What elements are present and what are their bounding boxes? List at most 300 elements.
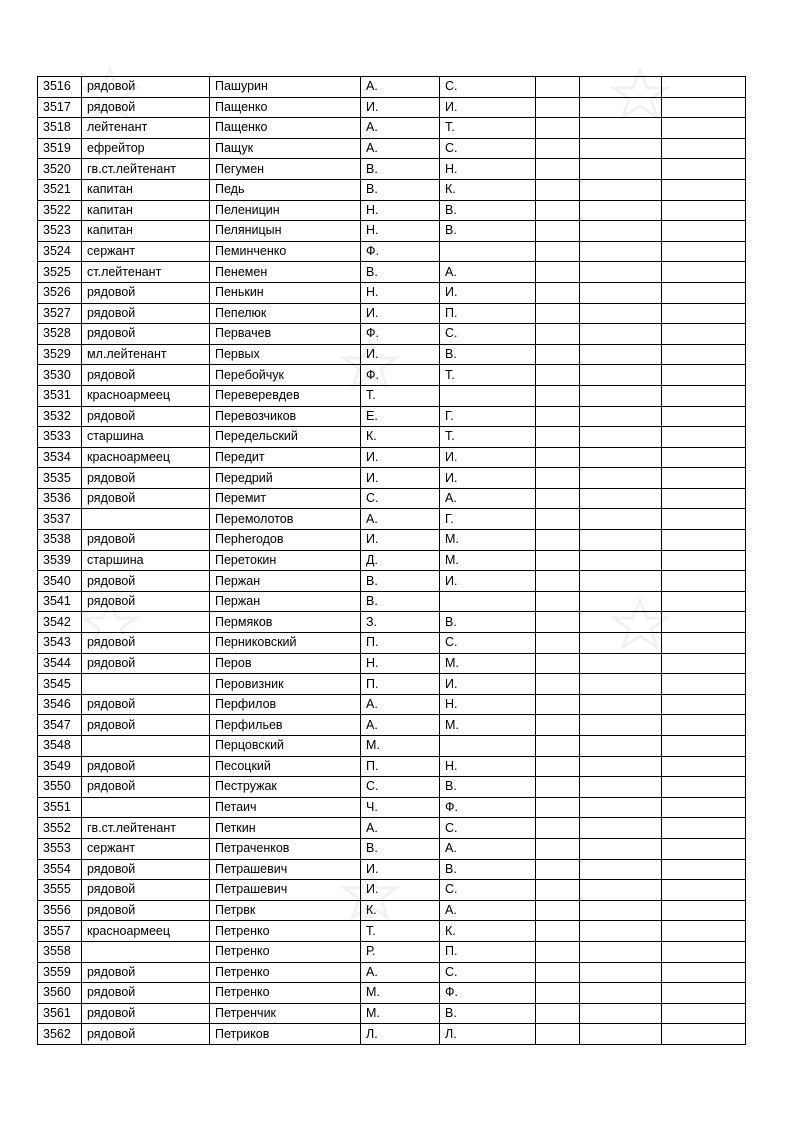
table-row [38, 262, 746, 283]
table-row [38, 880, 746, 901]
surname-cell: Петренко [210, 941, 361, 962]
empty-cell [662, 571, 746, 592]
surname-cell: Пащук [210, 138, 361, 159]
surname-cell: Петаич [210, 797, 361, 818]
empty-cell [662, 262, 746, 283]
patronymic-initial-cell: С. [440, 77, 536, 98]
rank-cell [82, 736, 210, 757]
record-number: 3524 [38, 241, 82, 262]
table-row [38, 633, 746, 654]
surname-cell: Перемит [210, 488, 361, 509]
first-initial-cell: С. [361, 488, 440, 509]
first-initial-cell: М. [361, 736, 440, 757]
table-row [38, 736, 746, 757]
surname-cell: Петрашевич [210, 880, 361, 901]
patronymic-initial-cell: М. [440, 715, 536, 736]
empty-cell [580, 221, 662, 242]
empty-cell [662, 118, 746, 139]
surname-cell: Пеляницын [210, 221, 361, 242]
empty-cell [580, 962, 662, 983]
empty-cell [536, 571, 580, 592]
empty-cell [662, 962, 746, 983]
table-row [38, 159, 746, 180]
rank-cell: рядовой [82, 777, 210, 798]
empty-cell [536, 1024, 580, 1045]
table-row [38, 344, 746, 365]
surname-cell: Перов [210, 653, 361, 674]
rank-cell: капитан [82, 221, 210, 242]
empty-cell [536, 221, 580, 242]
empty-cell [662, 1024, 746, 1045]
empty-cell [662, 241, 746, 262]
record-number: 3547 [38, 715, 82, 736]
empty-cell [536, 77, 580, 98]
table-row [38, 1003, 746, 1024]
empty-cell [580, 303, 662, 324]
first-initial-cell: Ф. [361, 365, 440, 386]
table-row [38, 756, 746, 777]
empty-cell [536, 509, 580, 530]
empty-cell [580, 1024, 662, 1045]
table-row [38, 509, 746, 530]
surname-cell: Перовизник [210, 674, 361, 695]
record-number: 3543 [38, 633, 82, 654]
rank-cell: рядовой [82, 983, 210, 1004]
empty-cell [536, 282, 580, 303]
empty-cell [662, 179, 746, 200]
record-number: 3556 [38, 900, 82, 921]
patronymic-initial-cell: Н. [440, 159, 536, 180]
rank-cell [82, 612, 210, 633]
empty-cell [580, 941, 662, 962]
rank-cell: рядовой [82, 633, 210, 654]
first-initial-cell: А. [361, 818, 440, 839]
empty-cell [536, 818, 580, 839]
surname-cell: Перебойчук [210, 365, 361, 386]
surname-cell: Перфильев [210, 715, 361, 736]
empty-cell [536, 200, 580, 221]
patronymic-initial-cell: Г. [440, 509, 536, 530]
patronymic-initial-cell: С. [440, 962, 536, 983]
empty-cell [536, 694, 580, 715]
rank-cell: капитан [82, 179, 210, 200]
record-number: 3554 [38, 859, 82, 880]
first-initial-cell: М. [361, 983, 440, 1004]
record-number: 3516 [38, 77, 82, 98]
empty-cell [536, 385, 580, 406]
table-row [38, 385, 746, 406]
empty-cell [662, 941, 746, 962]
empty-cell [662, 859, 746, 880]
surname-cell: Песоцкий [210, 756, 361, 777]
first-initial-cell: В. [361, 262, 440, 283]
empty-cell [580, 488, 662, 509]
empty-cell [662, 488, 746, 509]
empty-cell [580, 818, 662, 839]
rank-cell [82, 674, 210, 695]
surname-cell: Пегумен [210, 159, 361, 180]
record-number: 3545 [38, 674, 82, 695]
surname-cell: Пеминченко [210, 241, 361, 262]
first-initial-cell: А. [361, 715, 440, 736]
record-number: 3560 [38, 983, 82, 1004]
empty-cell [662, 138, 746, 159]
first-initial-cell: И. [361, 468, 440, 489]
surname-cell: Петраченков [210, 838, 361, 859]
surname-cell: Пержан [210, 591, 361, 612]
first-initial-cell: П. [361, 633, 440, 654]
rank-cell: рядовой [82, 530, 210, 551]
empty-cell [580, 385, 662, 406]
patronymic-initial-cell: С. [440, 324, 536, 345]
record-number: 3550 [38, 777, 82, 798]
patronymic-initial-cell: В. [440, 859, 536, 880]
rank-cell: рядовой [82, 324, 210, 345]
record-number: 3531 [38, 385, 82, 406]
first-initial-cell: Е. [361, 406, 440, 427]
empty-cell [580, 262, 662, 283]
empty-cell [536, 736, 580, 757]
rank-cell: рядовой [82, 571, 210, 592]
empty-cell [580, 77, 662, 98]
empty-cell [662, 550, 746, 571]
empty-cell [662, 97, 746, 118]
table-row [38, 653, 746, 674]
empty-cell [662, 385, 746, 406]
record-number: 3536 [38, 488, 82, 509]
empty-cell [580, 159, 662, 180]
rank-cell: рядовой [82, 653, 210, 674]
empty-cell [662, 756, 746, 777]
empty-cell [580, 777, 662, 798]
surname-cell: Перниковский [210, 633, 361, 654]
surname-cell: Пащенко [210, 118, 361, 139]
table-row [38, 447, 746, 468]
empty-cell [536, 612, 580, 633]
empty-cell [580, 282, 662, 303]
record-number: 3549 [38, 756, 82, 777]
rank-cell: лейтенант [82, 118, 210, 139]
empty-cell [662, 612, 746, 633]
record-number: 3533 [38, 427, 82, 448]
record-number: 3552 [38, 818, 82, 839]
empty-cell [662, 900, 746, 921]
empty-cell [536, 1003, 580, 1024]
empty-cell [580, 983, 662, 1004]
records-table-body [38, 77, 746, 1045]
record-number: 3517 [38, 97, 82, 118]
record-number: 3544 [38, 653, 82, 674]
record-number: 3532 [38, 406, 82, 427]
patronymic-initial-cell: С. [440, 880, 536, 901]
first-initial-cell: А. [361, 118, 440, 139]
empty-cell [662, 530, 746, 551]
table-row [38, 488, 746, 509]
rank-cell: рядовой [82, 488, 210, 509]
empty-cell [662, 736, 746, 757]
patronymic-initial-cell: Т. [440, 118, 536, 139]
empty-cell [536, 591, 580, 612]
empty-cell [662, 694, 746, 715]
empty-cell [536, 427, 580, 448]
empty-cell [536, 900, 580, 921]
surname-cell: Пержан [210, 571, 361, 592]
table-row [38, 818, 746, 839]
rank-cell: рядовой [82, 756, 210, 777]
record-number: 3520 [38, 159, 82, 180]
patronymic-initial-cell: Н. [440, 694, 536, 715]
first-initial-cell: М. [361, 1003, 440, 1024]
rank-cell: рядовой [82, 77, 210, 98]
surname-cell: Петрвк [210, 900, 361, 921]
record-number: 3523 [38, 221, 82, 242]
empty-cell [536, 674, 580, 695]
patronymic-initial-cell: В. [440, 221, 536, 242]
patronymic-initial-cell: В. [440, 1003, 536, 1024]
table-row [38, 468, 746, 489]
rank-cell: капитан [82, 200, 210, 221]
first-initial-cell: Т. [361, 385, 440, 406]
table-row [38, 921, 746, 942]
table-row [38, 962, 746, 983]
first-initial-cell: К. [361, 900, 440, 921]
empty-cell [662, 159, 746, 180]
empty-cell [580, 756, 662, 777]
table-row [38, 1024, 746, 1045]
rank-cell: ст.лейтенант [82, 262, 210, 283]
records-table [37, 76, 746, 1045]
rank-cell: рядовой [82, 694, 210, 715]
empty-cell [580, 138, 662, 159]
rank-cell: рядовой [82, 468, 210, 489]
first-initial-cell: В. [361, 838, 440, 859]
rank-cell: мл.лейтенант [82, 344, 210, 365]
table-row [38, 941, 746, 962]
table-row [38, 838, 746, 859]
empty-cell [662, 344, 746, 365]
first-initial-cell: И. [361, 880, 440, 901]
empty-cell [662, 282, 746, 303]
empty-cell [580, 880, 662, 901]
empty-cell [662, 406, 746, 427]
record-number: 3519 [38, 138, 82, 159]
first-initial-cell: А. [361, 962, 440, 983]
patronymic-initial-cell: В. [440, 777, 536, 798]
patronymic-initial-cell: Ф. [440, 797, 536, 818]
patronymic-initial-cell: Ф. [440, 983, 536, 1004]
empty-cell [536, 97, 580, 118]
patronymic-initial-cell: М. [440, 653, 536, 674]
empty-cell [580, 571, 662, 592]
rank-cell: рядовой [82, 591, 210, 612]
empty-cell [580, 900, 662, 921]
record-number: 3537 [38, 509, 82, 530]
first-initial-cell: С. [361, 777, 440, 798]
patronymic-initial-cell: С. [440, 138, 536, 159]
empty-cell [536, 447, 580, 468]
rank-cell [82, 797, 210, 818]
record-number: 3530 [38, 365, 82, 386]
table-row [38, 97, 746, 118]
patronymic-initial-cell: М. [440, 550, 536, 571]
empty-cell [536, 838, 580, 859]
surname-cell: Перherодов [210, 530, 361, 551]
rank-cell: рядовой [82, 859, 210, 880]
empty-cell [536, 550, 580, 571]
empty-cell [580, 427, 662, 448]
first-initial-cell: П. [361, 674, 440, 695]
surname-cell: Перетокин [210, 550, 361, 571]
patronymic-initial-cell: П. [440, 303, 536, 324]
first-initial-cell: К. [361, 427, 440, 448]
empty-cell [662, 303, 746, 324]
patronymic-initial-cell: И. [440, 674, 536, 695]
surname-cell: Пащенко [210, 97, 361, 118]
surname-cell: Первых [210, 344, 361, 365]
first-initial-cell: В. [361, 179, 440, 200]
first-initial-cell: Н. [361, 200, 440, 221]
first-initial-cell: Д. [361, 550, 440, 571]
first-initial-cell: З. [361, 612, 440, 633]
rank-cell: рядовой [82, 406, 210, 427]
empty-cell [536, 118, 580, 139]
empty-cell [580, 550, 662, 571]
first-initial-cell: А. [361, 694, 440, 715]
empty-cell [536, 241, 580, 262]
patronymic-initial-cell: Т. [440, 365, 536, 386]
first-initial-cell: И. [361, 97, 440, 118]
empty-cell [536, 715, 580, 736]
rank-cell: рядовой [82, 900, 210, 921]
patronymic-initial-cell: А. [440, 488, 536, 509]
first-initial-cell: Р. [361, 941, 440, 962]
empty-cell [536, 653, 580, 674]
surname-cell: Передит [210, 447, 361, 468]
empty-cell [536, 983, 580, 1004]
empty-cell [662, 200, 746, 221]
first-initial-cell: И. [361, 447, 440, 468]
surname-cell: Передельский [210, 427, 361, 448]
empty-cell [580, 612, 662, 633]
surname-cell: Петриков [210, 1024, 361, 1045]
first-initial-cell: Н. [361, 221, 440, 242]
empty-cell [536, 344, 580, 365]
empty-cell [662, 77, 746, 98]
empty-cell [662, 324, 746, 345]
first-initial-cell: Ч. [361, 797, 440, 818]
empty-cell [662, 880, 746, 901]
empty-cell [536, 406, 580, 427]
table-row [38, 612, 746, 633]
rank-cell: красноармеец [82, 447, 210, 468]
empty-cell [580, 179, 662, 200]
empty-cell [580, 97, 662, 118]
patronymic-initial-cell: Г. [440, 406, 536, 427]
record-number: 3525 [38, 262, 82, 283]
patronymic-initial-cell: В. [440, 344, 536, 365]
rank-cell: сержант [82, 241, 210, 262]
empty-cell [580, 118, 662, 139]
surname-cell: Петренко [210, 983, 361, 1004]
patronymic-initial-cell: И. [440, 447, 536, 468]
first-initial-cell: В. [361, 159, 440, 180]
empty-cell [580, 674, 662, 695]
first-initial-cell: Ф. [361, 241, 440, 262]
empty-cell [662, 447, 746, 468]
rank-cell: рядовой [82, 1024, 210, 1045]
surname-cell: Перемолотов [210, 509, 361, 530]
table-row [38, 591, 746, 612]
patronymic-initial-cell: И. [440, 282, 536, 303]
empty-cell [536, 859, 580, 880]
table-row [38, 674, 746, 695]
record-number: 3535 [38, 468, 82, 489]
record-number: 3522 [38, 200, 82, 221]
table-row [38, 221, 746, 242]
record-number: 3562 [38, 1024, 82, 1045]
empty-cell [536, 797, 580, 818]
empty-cell [536, 777, 580, 798]
empty-cell [662, 921, 746, 942]
rank-cell: красноармеец [82, 921, 210, 942]
empty-cell [536, 324, 580, 345]
surname-cell: Перфилов [210, 694, 361, 715]
empty-cell [580, 509, 662, 530]
empty-cell [536, 756, 580, 777]
first-initial-cell: В. [361, 571, 440, 592]
empty-cell [580, 406, 662, 427]
first-initial-cell: Н. [361, 282, 440, 303]
empty-cell [580, 736, 662, 757]
patronymic-initial-cell: Н. [440, 756, 536, 777]
empty-cell [662, 983, 746, 1004]
empty-cell [580, 324, 662, 345]
empty-cell [580, 241, 662, 262]
patronymic-initial-cell: П. [440, 941, 536, 962]
empty-cell [536, 488, 580, 509]
rank-cell: сержант [82, 838, 210, 859]
record-number: 3526 [38, 282, 82, 303]
first-initial-cell: И. [361, 303, 440, 324]
surname-cell: Пенькин [210, 282, 361, 303]
empty-cell [536, 880, 580, 901]
patronymic-initial-cell: И. [440, 571, 536, 592]
patronymic-initial-cell: К. [440, 179, 536, 200]
surname-cell: Пепелюк [210, 303, 361, 324]
record-number: 3540 [38, 571, 82, 592]
empty-cell [580, 365, 662, 386]
empty-cell [662, 653, 746, 674]
rank-cell: рядовой [82, 282, 210, 303]
patronymic-initial-cell: Т. [440, 427, 536, 448]
rank-cell [82, 941, 210, 962]
empty-cell [536, 365, 580, 386]
table-row [38, 530, 746, 551]
patronymic-initial-cell: С. [440, 633, 536, 654]
empty-cell [580, 447, 662, 468]
empty-cell [580, 859, 662, 880]
patronymic-initial-cell [440, 736, 536, 757]
record-number: 3546 [38, 694, 82, 715]
rank-cell: гв.ст.лейтенант [82, 818, 210, 839]
surname-cell: Пашурин [210, 77, 361, 98]
rank-cell: рядовой [82, 303, 210, 324]
empty-cell [662, 509, 746, 530]
table-row [38, 571, 746, 592]
table-row [38, 324, 746, 345]
empty-cell [536, 468, 580, 489]
empty-cell [536, 530, 580, 551]
